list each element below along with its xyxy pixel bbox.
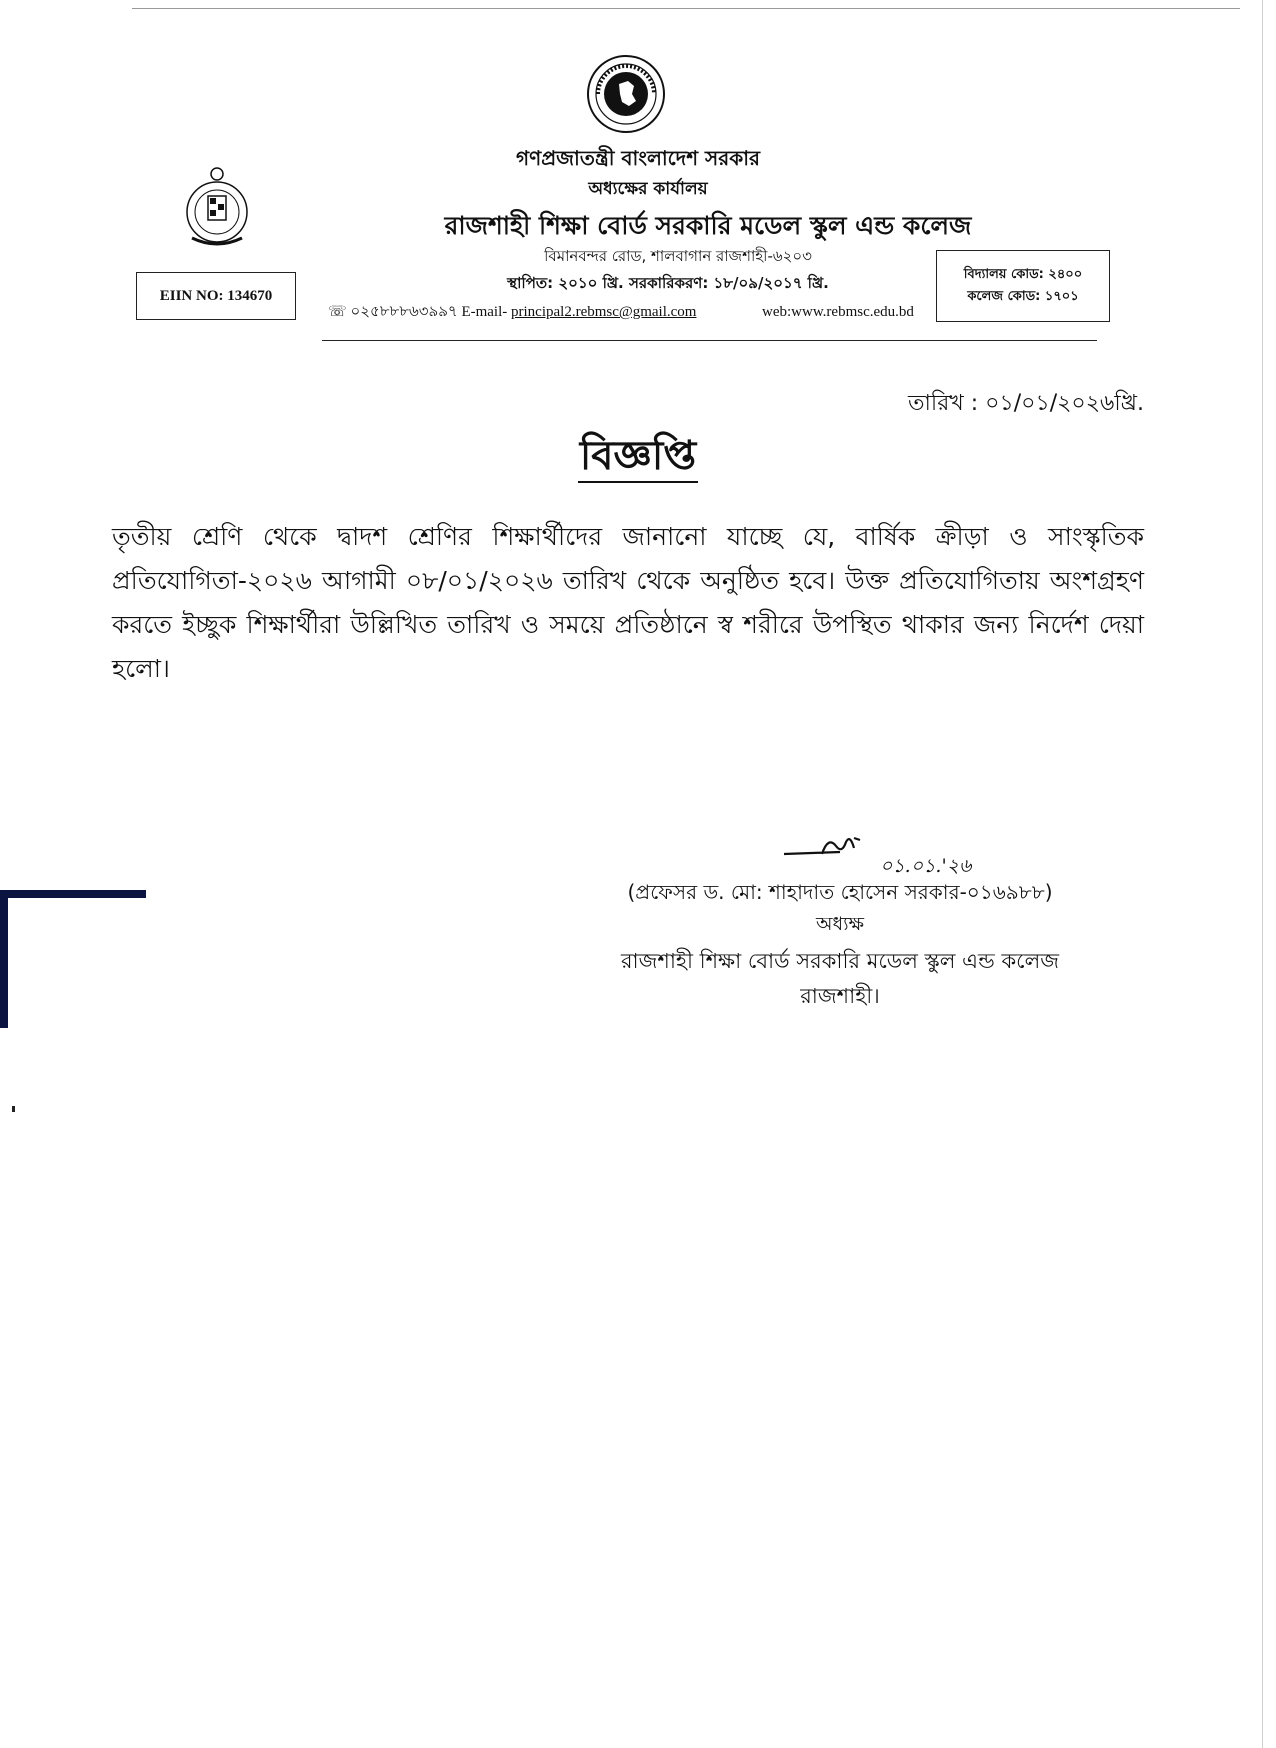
header-divider <box>322 340 1097 341</box>
notice-title <box>0 424 1276 491</box>
notice-date: তারিখ : ০১/০১/২০২৬খ্রি. <box>908 391 1144 416</box>
contact-line <box>328 300 696 325</box>
school-code: বিদ্যালয় কোড: ২৪০০ <box>963 267 1083 282</box>
scan-top-border <box>132 8 1240 9</box>
notice-title-text: বিজ্ঞপ্তি <box>578 433 698 483</box>
government-seal-icon <box>586 54 666 134</box>
college-code: কলেজ কোড: ১৭০১ <box>967 289 1079 304</box>
eiin-box <box>136 272 296 320</box>
scan-edge-artifact-vertical <box>0 898 8 1028</box>
website-link[interactable]: web:www.rebmsc.edu.bd <box>762 304 914 320</box>
email-label: E-mail- <box>461 304 508 320</box>
signatory-city: রাজশাহী। <box>800 984 880 1008</box>
scan-speck <box>12 1106 15 1112</box>
notice-body: তৃতীয় শ্রেণি থেকে দ্বাদশ শ্রেণির শিক্ষার্থীদের জানানো যাচ্ছে যে, বার্ষিক ক্রীড়া ও সাংস্কৃতিক প্রতিযোগিতা-২০২৬ আগামী ০৮/০১/২০২৬ তারিখ থেকে অনুষ্ঠিত হবে। উক্ত প্রতিযোগিতায় অংশগ্রহণ করতে ইচ্ছুক শিক্ষার্থীরা উল্লিখিত তারিখ ও সময়ে প্রতিষ্ঠানে স্ব শরীরে উপস্থিত থাকার জন্য নির্দেশ দেয়া হলো। <box>112 522 1144 683</box>
school-name: রাজশাহী শিক্ষা বোর্ড সরকারি মডেল স্কুল এন্ড কলেজ <box>444 211 972 240</box>
eiin-number: EIIN NO: 134670 <box>159 287 273 304</box>
established-info: স্থাপিত: ২০১০ খ্রি. সরকারিকরণ: ১৮/০৯/২০১৭ খ্রি. <box>507 274 829 292</box>
office-name: অধ্যক্ষের কার্যালয় <box>588 179 708 199</box>
phone-icon: ☏ <box>328 304 347 320</box>
email-link[interactable]: principal2.rebmsc@gmail.com <box>511 304 697 320</box>
signatory-designation: অধ্যক্ষ <box>815 913 864 935</box>
school-address: বিমানবন্দর রোড, শালবাগান রাজশাহী-৬২০৩ <box>544 247 812 265</box>
signatory-institution: রাজশাহী শিক্ষা বোর্ড সরকারি মডেল স্কুল এন্ড কলেজ <box>620 949 1060 973</box>
signatory-name: (প্রফেসর ড. মো: শাহাদাত হোসেন সরকার-০১৬৯৮৮) <box>627 880 1053 904</box>
institution-code-box <box>936 250 1110 322</box>
signature-date: ০১.০১.'২৬ <box>880 855 972 877</box>
phone-number: ০২৫৮৮৮৬৩৯৯৭ <box>350 304 458 320</box>
government-name: গণপ্রজাতন্ত্রী বাংলাদেশ সরকার <box>516 146 760 170</box>
scan-edge-artifact <box>0 890 146 898</box>
